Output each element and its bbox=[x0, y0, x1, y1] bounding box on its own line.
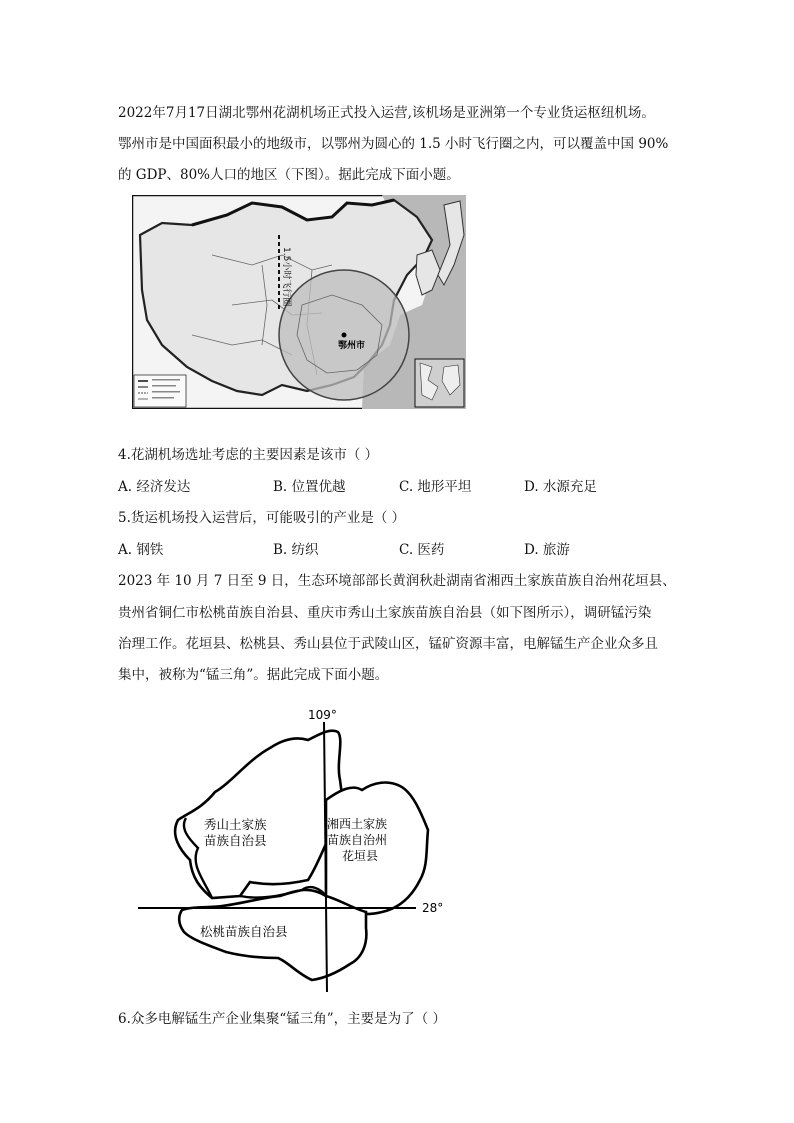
huayuan-label-3: 花垣县 bbox=[342, 849, 379, 863]
lat-label: 28° bbox=[422, 901, 444, 915]
intro2-line2: 贵州省铜仁市松桃苗族自治县、重庆市秀山土家族苗族自治县（如下图所示），调研锰污染 bbox=[118, 605, 652, 621]
q6-stem: 6.众多电解锰生产企业集聚“锰三角”，主要是为了（ ） bbox=[118, 1011, 446, 1027]
legend-text-mark bbox=[152, 391, 180, 393]
lon-label: 109° bbox=[308, 708, 337, 722]
q4-option-a[interactable]: A. 经济发达 bbox=[118, 479, 191, 495]
huayuan-label-2: 苗族自治州 bbox=[327, 833, 388, 847]
intro2-line3: 治理工作。花垣县、松桃县、秀山县位于武陵山区，锰矿资源丰富，电解锰生产企业众多且 bbox=[118, 636, 658, 652]
manganese-map-svg bbox=[130, 700, 460, 1000]
huayuan-label-1: 湘西土家族 bbox=[327, 817, 388, 831]
manganese-triangle-map bbox=[130, 700, 460, 1000]
ezhou-label: 鄂州市 bbox=[338, 341, 366, 351]
legend-text-mark bbox=[152, 379, 180, 381]
china-map-svg bbox=[132, 195, 466, 409]
q5-option-b[interactable]: B. 纺织 bbox=[273, 542, 319, 558]
ezhou-point bbox=[342, 333, 347, 338]
q5-option-d[interactable]: D. 旅游 bbox=[524, 542, 570, 558]
q4-option-d[interactable]: D. 水源充足 bbox=[524, 479, 597, 495]
xiushan-label-1: 秀山土家族 bbox=[204, 817, 267, 832]
intro1-line3: 的 GDP、80%人口的地区（下图）。据此完成下面小题。 bbox=[118, 167, 460, 183]
legend-text-mark bbox=[152, 385, 176, 387]
q5-option-a[interactable]: A. 钢铁 bbox=[118, 542, 164, 558]
intro1-line2: 鄂州市是中国面积最小的地级市，以鄂州为圆心的 1.5 小时飞行圈之内，可以覆盖中国 90% bbox=[118, 136, 669, 152]
xiushan-label-2: 苗族自治县 bbox=[204, 833, 267, 848]
radius-label: 1.5小时飞行圈 bbox=[281, 247, 291, 307]
q4-stem: 4.花湖机场选址考虑的主要因素是该市（ ） bbox=[118, 447, 379, 463]
intro1-line1: 2022年7月17日湖北鄂州花湖机场正式投入运营,该机场是亚洲第一个专业货运枢纽机场。 bbox=[118, 105, 655, 121]
q4-option-b[interactable]: B. 位置优越 bbox=[273, 479, 346, 495]
q4-option-c[interactable]: C. 地形平坦 bbox=[399, 479, 472, 495]
songtao-label: 松桃苗族自治县 bbox=[200, 924, 288, 939]
legend-text-mark bbox=[152, 397, 174, 399]
q5-option-c[interactable]: C. 医药 bbox=[399, 542, 445, 558]
intro2-line1: 2023 年 10 月 7 日至 9 日，生态环境部部长黄润秋赴湖南省湘西土家族苗族自治州花垣县、 bbox=[118, 573, 676, 589]
china-flight-circle-map bbox=[132, 195, 466, 409]
intro2-line4: 集中，被称为“锰三角”。据此完成下面小题。 bbox=[118, 667, 389, 683]
q5-stem: 5.货运机场投入运营后，可能吸引的产业是（ ） bbox=[118, 510, 406, 526]
